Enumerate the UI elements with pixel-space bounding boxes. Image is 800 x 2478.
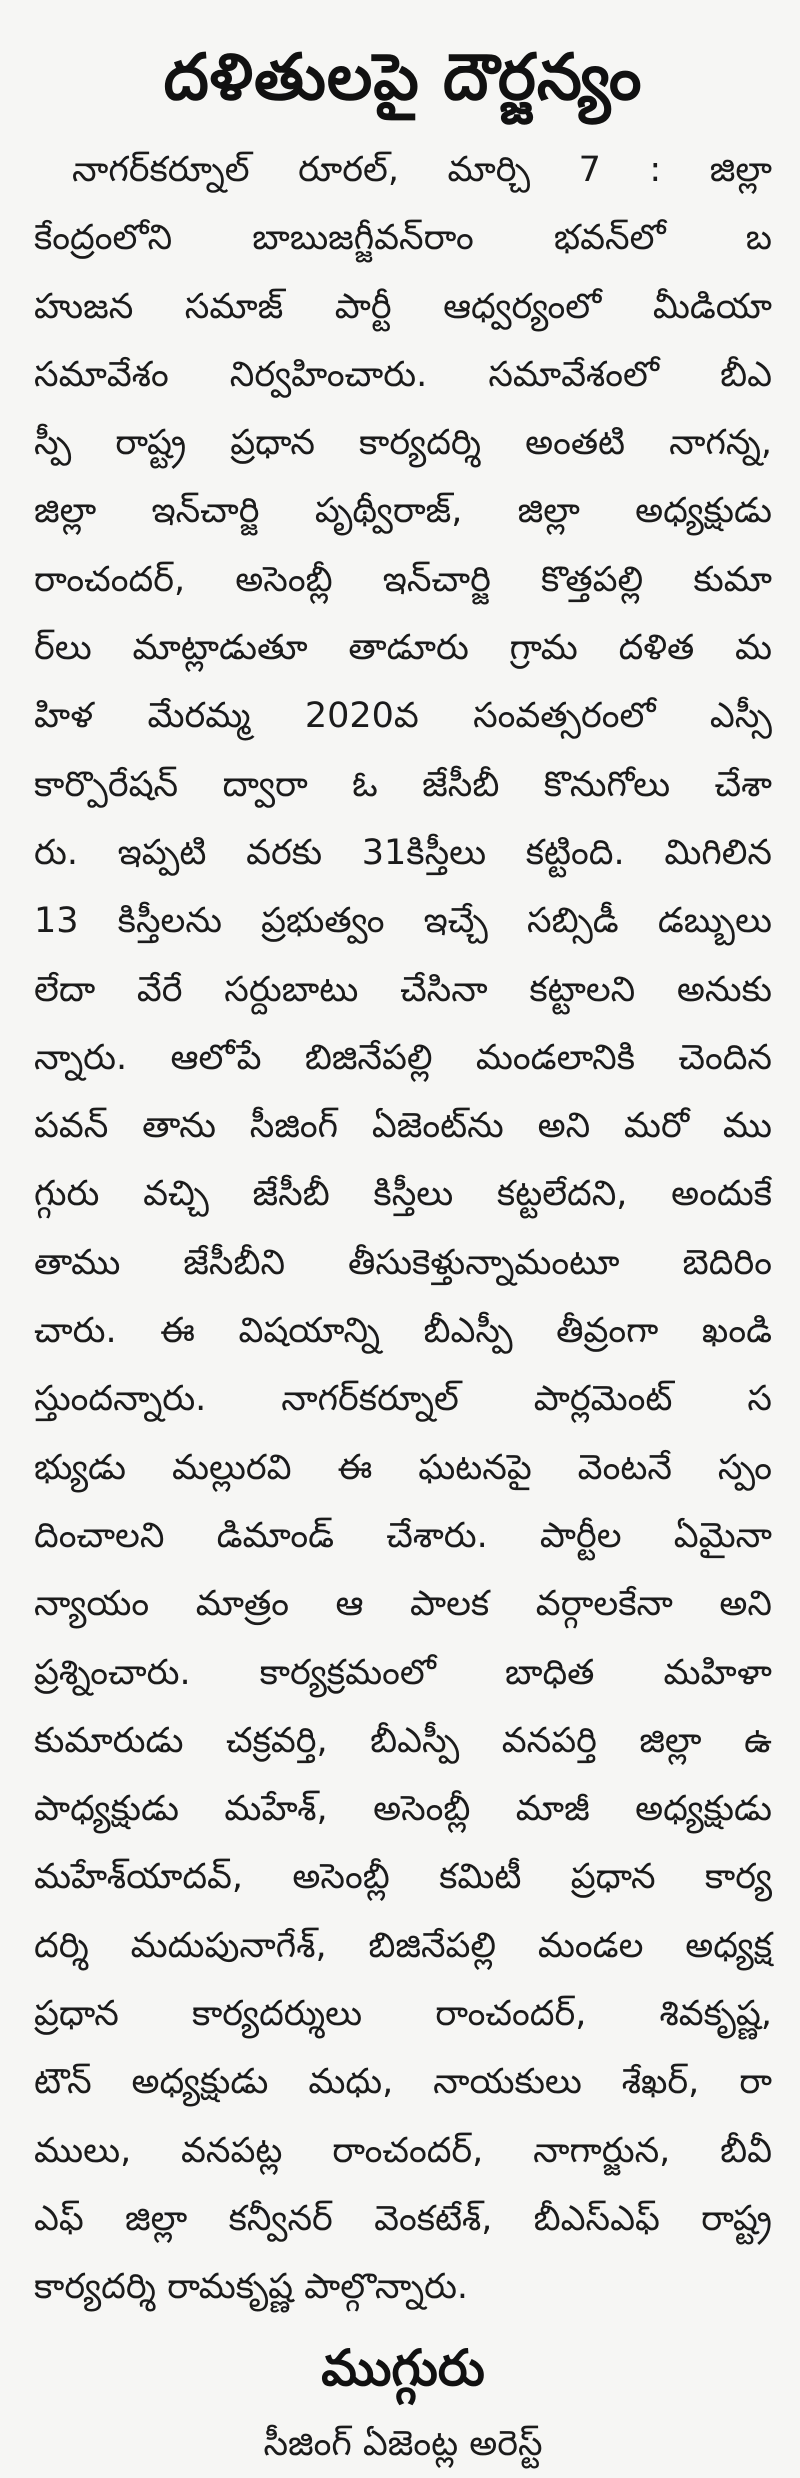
article-line: కేంద్రంలోని బాబుజగ్జీవన్‌రాం భవన్‌లో బ: [34, 218, 772, 259]
article-line: కార్పొరేషన్ ద్వారా ఓ జేసీబీ కొనుగోలు చేశా: [34, 764, 772, 805]
article-line: టౌన్ అధ్యక్షుడు మధు, నాయకులు శేఖర్, రా: [34, 2062, 772, 2103]
article-line: 13 కిస్తీలను ప్రభుత్వం ఇచ్చే సబ్సిడీ డబ్బులు: [34, 901, 772, 942]
cutoff-line: సీజింగ్ ఏజెంట్ల అరెస్ట్: [263, 2423, 543, 2464]
article-line: నాగర్‌కర్నూల్ రూరల్, మార్చి 7 : జిల్లా: [72, 150, 772, 190]
article-line: దర్శి మదుపునాగేశ్, బిజినేపల్లి మండల అధ్యక్ష: [34, 1925, 772, 1966]
article-line: రు. ఇప్పటి వరకు 31కిస్తీలు కట్టింది. మిగిలిన: [34, 832, 772, 873]
article-line: ములు, వనపట్ల రాంచందర్, నాగార్జున, బీవీ: [34, 2130, 772, 2171]
article-line: తాము జేసీబీని తీసుకెళ్తున్నామంటూ బెదిరిం: [34, 1242, 772, 1283]
article-line: ప్రశ్నించారు. కార్యక్రమంలో బాధిత మహిళా: [34, 1652, 772, 1693]
article-line: పాధ్యక్షుడు మహేశ్, అసెంబ్లీ మాజీ అధ్యక్షుడు: [34, 1789, 772, 1830]
article-line: ప్రధాన కార్యదర్శులు రాంచందర్, శివకృష్ణ,: [34, 1994, 772, 2035]
cutoff-line-container: [34, 2410, 772, 2464]
article-line: హిళ మేరమ్మ 2020వ సంవత్సరంలో ఎస్సీ: [34, 696, 772, 737]
article-line: భ్యుడు మల్లురవి ఈ ఘటనపై వెంటనే స్పం: [34, 1447, 772, 1488]
article-line: దించాలని డిమాండ్ చేశారు. పార్టీల ఏమైనా: [34, 1515, 772, 1556]
article-line: లేదా వేరే సర్దుబాటు చేసినా కట్టాలని అనుకు: [34, 969, 772, 1010]
article-subheadline: ముగ్గురు: [321, 2338, 485, 2397]
article-body: [34, 136, 772, 2322]
article-line: చారు. ఈ విషయాన్ని బీఎస్పీ తీవ్రంగా ఖండి: [34, 1311, 772, 1352]
article-line: మహేశ్‌యాదవ్, అసెంబ్లీ కమిటీ ప్రధాన కార్య: [34, 1857, 772, 1898]
article-line: న్నారు. ఆలోపే బిజినేపల్లి మండలానికి చెందిన: [34, 1037, 772, 1078]
article-line: రాంచందర్, అసెంబ్లీ ఇన్‌చార్జి కొత్తపల్లి కుమా: [34, 559, 772, 600]
article-line: కార్యదర్శి రామకృష్ణ పాల్గొన్నారు.: [34, 2267, 469, 2308]
article-line: సమావేశం నిర్వహించారు. సమావేశంలో బీఎ: [34, 354, 772, 395]
article-headline: దళితులపై దౌర్జన్యం: [163, 41, 643, 115]
article-line: కుమారుడు చక్రవర్తి, బీఎస్పీ వనపర్తి జిల్లా ఉ: [34, 1720, 772, 1761]
article-line: ర్‌లు మాట్లాడుతూ తాడూరు గ్రామ దళిత మ: [34, 628, 772, 669]
article-line: హుజన సమాజ్ పార్టీ ఆధ్వర్యంలో మీడియా: [34, 286, 772, 327]
article-line: ఎఫ్ జిల్లా కన్వీనర్ వెంకటేశ్, బీఎస్ఎఫ్ రాష్ట్ర: [34, 2198, 772, 2239]
article-line: జిల్లా ఇన్‌చార్జి పృథ్వీరాజ్, జిల్లా అధ్యక్షుడు: [34, 491, 772, 532]
article-line: స్పీ రాష్ట్ర ప్రధాన కార్యదర్శి అంతటి నాగన్న,: [34, 423, 772, 464]
article-line: న్యాయం మాత్రం ఆ పాలక వర్గాలకేనా అని: [34, 1584, 772, 1625]
article-line: స్తుందన్నారు. నాగర్‌కర్నూల్ పార్లమెంట్ స: [34, 1379, 772, 1420]
article-line: పవన్ తాను సీజింగ్ ఏజెంట్‌ను అని మరో ము: [34, 1106, 772, 1147]
article-line: గ్గురు వచ్చి జేసీబీ కిస్తీలు కట్టలేదని, అందుకే: [34, 1174, 772, 1215]
